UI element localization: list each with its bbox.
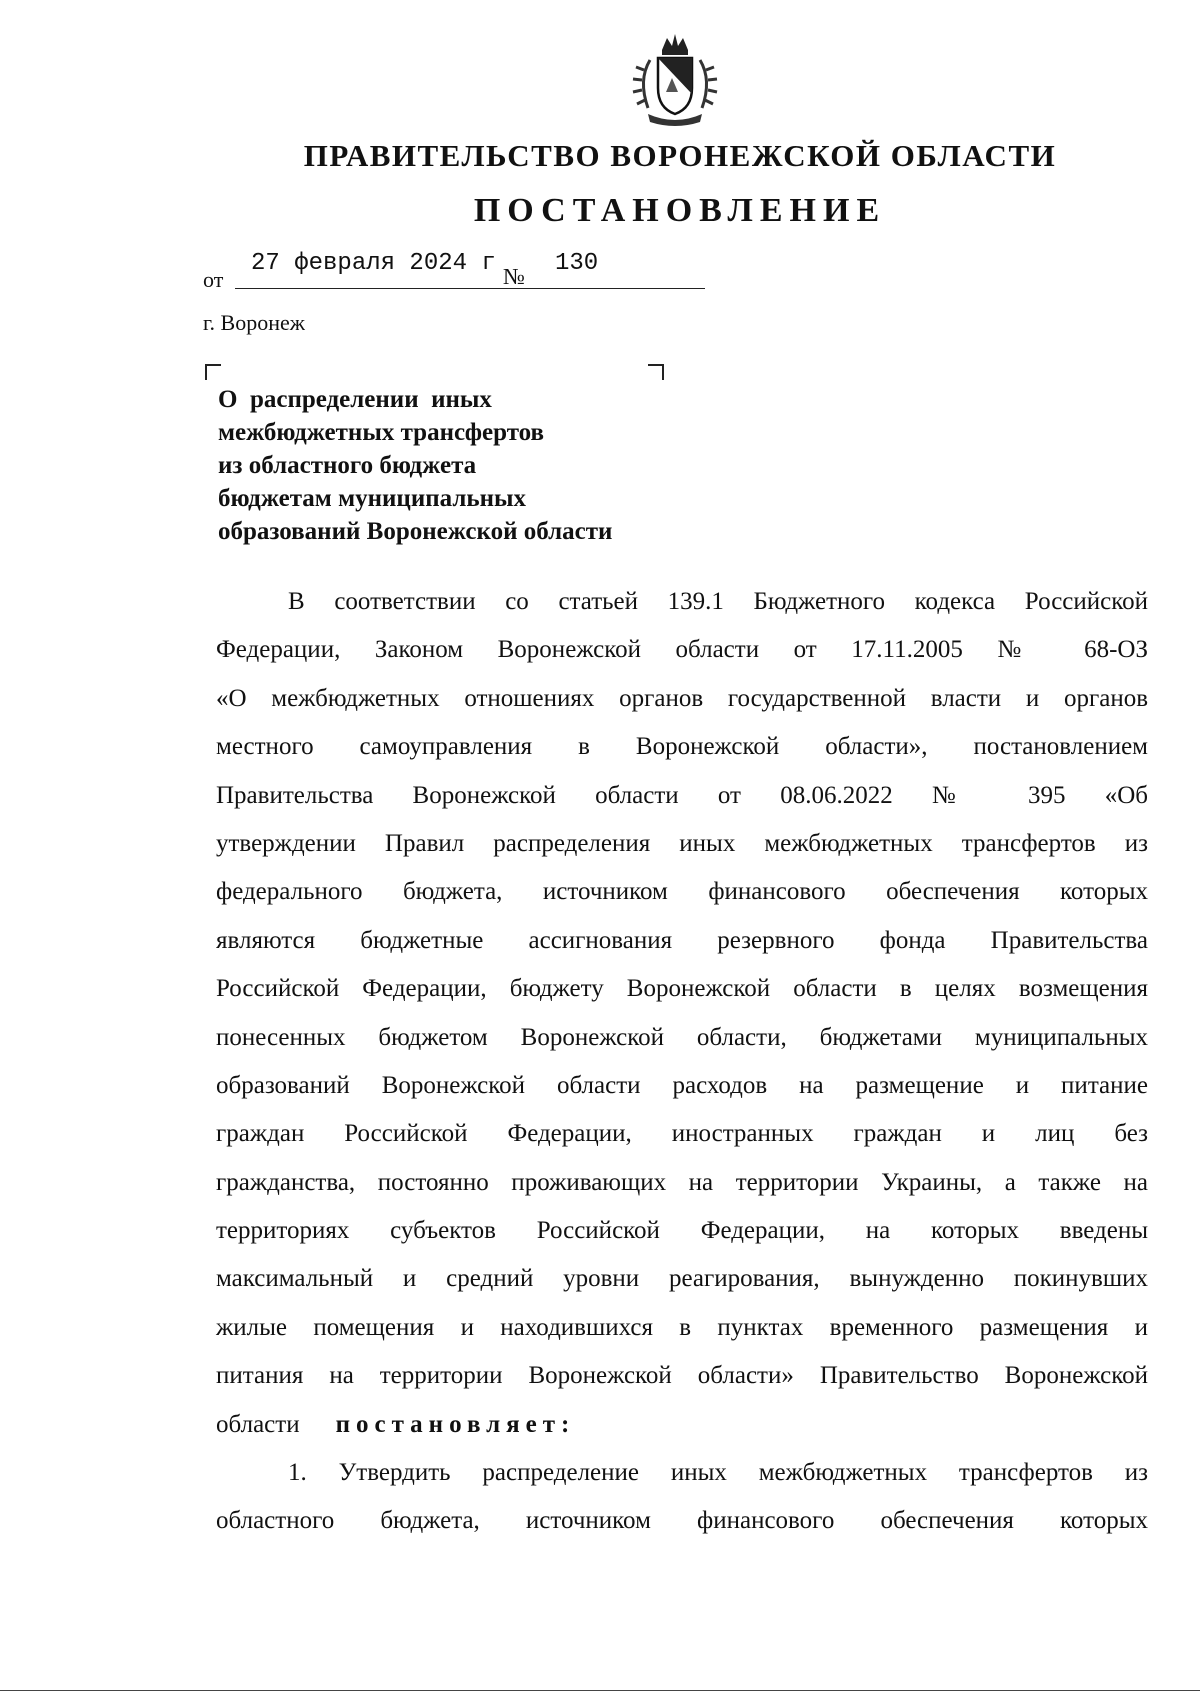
body-line: максимальный и средний уровни реагирования, вынужденно покинувших <box>216 1265 1148 1293</box>
body-line: местного самоуправления в Воронежской области», постановлением <box>216 733 1148 761</box>
body-line: гражданства, постоянно проживающих на территории Украины, а также на <box>216 1168 1148 1196</box>
registration-line <box>203 250 683 290</box>
body-line: питания на территории Воронежской области» Правительство Воронежской <box>216 1362 1148 1390</box>
subject-line: межбюджетных трансфертов <box>218 419 545 446</box>
document-subject <box>218 383 612 548</box>
document-body <box>216 578 1148 1546</box>
page-bottom-rule <box>0 1690 1200 1691</box>
subject-corner-right <box>648 364 664 380</box>
organization-title: ПРАВИТЕЛЬСТВО ВОРОНЕЖСКОЙ ОБЛАСТИ <box>303 138 1057 173</box>
body-line: утверждении Правил распределения иных межбюджетных трансфертов из <box>216 829 1148 857</box>
body-line: территориях субъектов Российской Федерации, на которых введены <box>216 1217 1148 1245</box>
body-line: федерального бюджета, источником финансового обеспечения которых <box>216 878 1148 906</box>
subject-corner-left <box>205 364 221 380</box>
subject-line: бюджетам муниципальных <box>218 485 527 512</box>
subject-line: из областного бюджета <box>218 452 477 479</box>
closing-line <box>216 1401 1148 1449</box>
body-line: Правительства Воронежской области от 08.06.2022 № 395 «Об <box>216 781 1148 809</box>
decree-verb: постановляет: <box>335 1410 576 1438</box>
number-label: № <box>503 264 525 289</box>
body-line: граждан Российской Федерации, иностранных граждан и лиц без <box>216 1120 1148 1148</box>
closing-prefix: области <box>216 1410 300 1438</box>
body-line: В соответствии со статьей 139.1 Бюджетного кодекса Российской <box>288 588 1148 615</box>
item-line: областного бюджета, источником финансового обеспечения которых <box>216 1507 1148 1535</box>
body-line: понесенных бюджетом Воронежской области, бюджетами муниципальных <box>216 1023 1148 1051</box>
body-line: жилые помещения и находившихся в пунктах временного размещения и <box>216 1313 1148 1341</box>
document-type-title: ПОСТАНОВЛЕНИЕ <box>473 192 887 229</box>
body-line: Российской Федерации, бюджету Воронежской области в целях возмещения <box>216 975 1148 1003</box>
city-label: г. Воронеж <box>203 310 305 335</box>
body-line: «О межбюджетных отношениях органов государственной власти и органов <box>216 684 1148 712</box>
document-number: 130 <box>555 250 599 277</box>
from-label: от <box>203 267 224 292</box>
subject-line: образований Воронежской области <box>218 518 613 545</box>
document-date: 27 февраля 2024 г <box>251 250 496 277</box>
subject-line: О распределении иных <box>218 386 492 413</box>
date-underline <box>235 288 705 289</box>
body-line: образований Воронежской области расходов на размещение и питание <box>216 1071 1148 1099</box>
coat-of-arms-icon <box>620 30 730 130</box>
item-line: 1. Утвердить распределение иных межбюджетных трансфертов из <box>288 1459 1148 1487</box>
body-line: являются бюджетные ассигнования резервного фонда Правительства <box>216 926 1148 954</box>
body-line: Федерации, Законом Воронежской области от 17.11.2005 № 68-ОЗ <box>216 636 1148 664</box>
